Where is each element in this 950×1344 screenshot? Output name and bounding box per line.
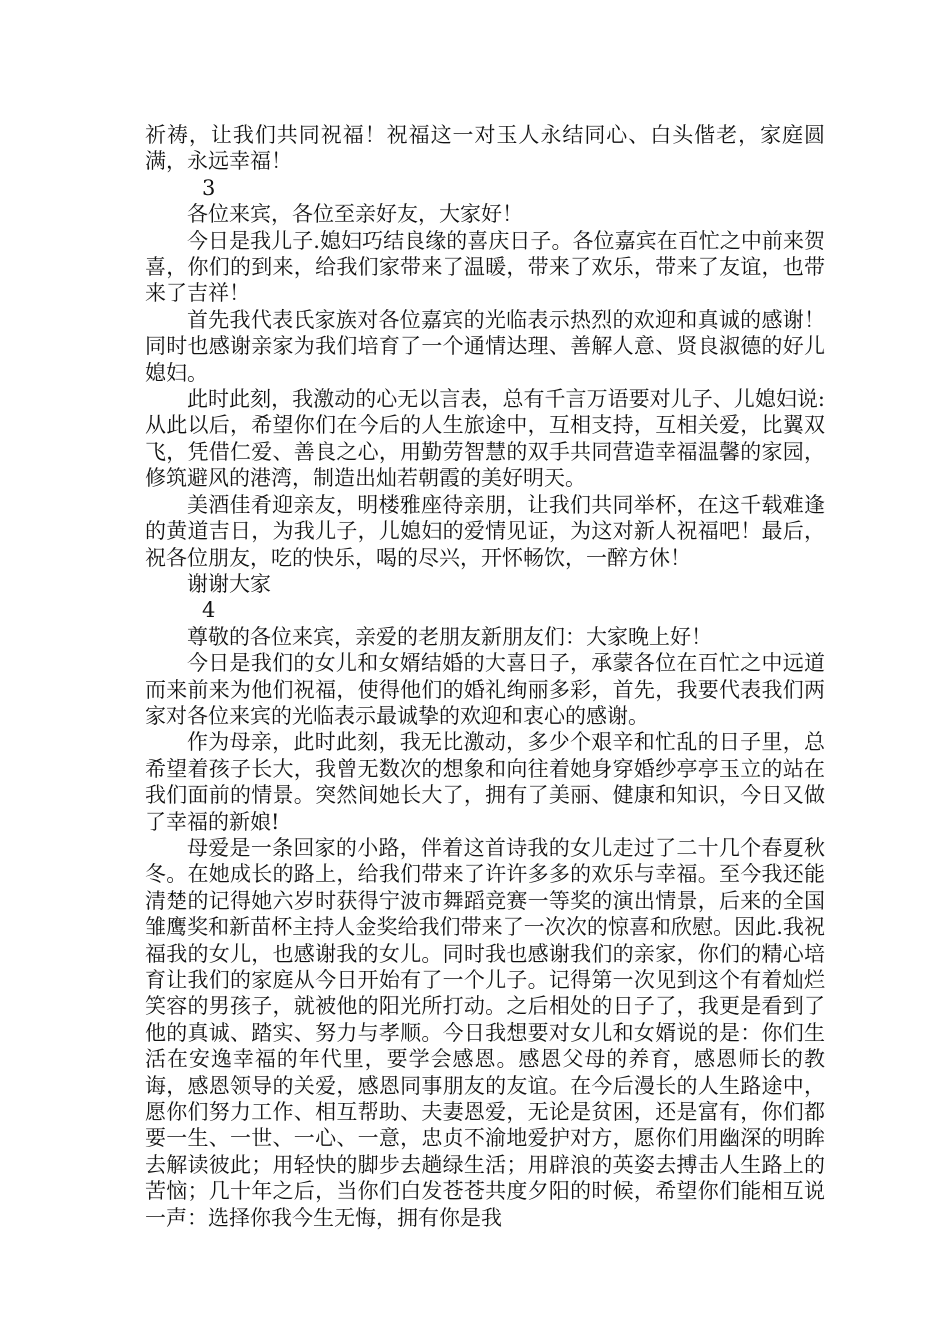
paragraph-thanks: 谢谢大家	[187, 571, 271, 596]
paragraph-greeting: 各位来宾，各位至亲好友，大家好！	[187, 202, 523, 227]
paragraph: 美酒佳肴迎亲友，明楼雅座待亲朋，让我们共同举杯，在这千载难逢的黄道吉日，为我儿子，儿媳妇的爱情见证，为这对新人祝福吧！最后，祝各位朋友，吃的快乐，喝的尽兴，开怀畅饮，一醉方休！	[145, 492, 825, 570]
section-number-3: 3	[202, 175, 216, 200]
paragraph-continuation: 祈祷，让我们共同祝福！祝福这一对玉人永结同心、白头偕老，家庭圆满，永远幸福！	[145, 123, 825, 174]
paragraph: 今日是我们的女儿和女婿结婚的大喜日子，承蒙各位在百忙之中远道而来前来为他们祝福，使得他们的婚礼绚丽多彩，首先，我要代表我们两家对各位来宾的光临表示最诚挚的欢迎和衷心的感谢。	[145, 651, 825, 728]
paragraph-greeting: 尊敬的各位来宾，亲爱的老朋友新朋友们：大家晚上好！	[187, 624, 712, 649]
document-page	[145, 122, 825, 1231]
paragraph: 作为母亲，此时此刻，我无比激动，多少个艰辛和忙乱的日子里，总希望着孩子长大，我曾无数次的想象和向往着她身穿婚纱亭亭玉立的站在我们面前的情景。突然间她长大了，拥有了美丽、健康和知识，今日又做了幸福的新娘!	[145, 730, 825, 834]
section-number-4: 4	[202, 598, 216, 623]
paragraph: 首先我代表氏家族对各位嘉宾的光临表示热烈的欢迎和真诚的感谢！同时也感谢亲家为我们培育了一个通情达理、善解人意、贤良淑德的好儿媳妇。	[145, 307, 825, 385]
paragraph: 今日是我儿子.媳妇巧结良缘的喜庆日子。各位嘉宾在百忙之中前来贺喜，你们的到来，给我们家带来了温暖，带来了欢乐，带来了友谊，也带来了吉祥！	[145, 228, 825, 306]
paragraph: 母爱是一条回家的小路，伴着这首诗我的女儿走过了二十几个春夏秋冬。在她成长的路上，给我们带来了许许多多的欢乐与幸福。至今我还能清楚的记得她六岁时获得宁波市舞蹈竞赛一等奖的演出情景，后来的全国雏鹰奖和新苗杯主持人金奖给我们带来了一次次的惊喜和欣慰。因此.我祝福我的女儿，也感谢我的女儿。同时我也感谢我们的亲家，你们的精心培育让我们的家庭从今日开始有了一个儿子。记得第一次见到这个有着灿烂笑容的男孩子，就被他的阳光所打动。之后相处的日子了，我更是看到了他的真诚、踏实、努力与孝顺。今日我想要对女儿和女婿说的是：你们生活在安逸幸福的年代里，要学会感恩。感恩父母的养育，感恩师长的教诲，感恩领导的关爱，感恩同事朋友的友谊。在今后漫长的人生路途中，愿你们努力工作、相互帮助、夫妻恩爱，无论是贫困，还是富有，你们都要一生、一世、一心、一意，忠贞不渝地爱护对方，愿你们用幽深的明眸去解读彼此；用轻快的脚步去趟绿生活；用辟浪的英姿去搏击人生路上的苦恼；几十年之后，当你们白发苍苍共度夕阳的时候，希望你们能相互说一声：选择你我今生无悔，拥有你是我	[145, 835, 825, 1230]
paragraph: 此时此刻，我激动的心无以言表，总有千言万语要对儿子、儿媳妇说:从此以后，希望你们在今后的人生旅途中，互相支持，互相关爱，比翼双飞，凭借仁爱、善良之心，用勤劳智慧的双手共同营造幸福温馨的家园，修筑避风的港湾，制造出灿若朝霞的美好明天。	[145, 387, 825, 491]
